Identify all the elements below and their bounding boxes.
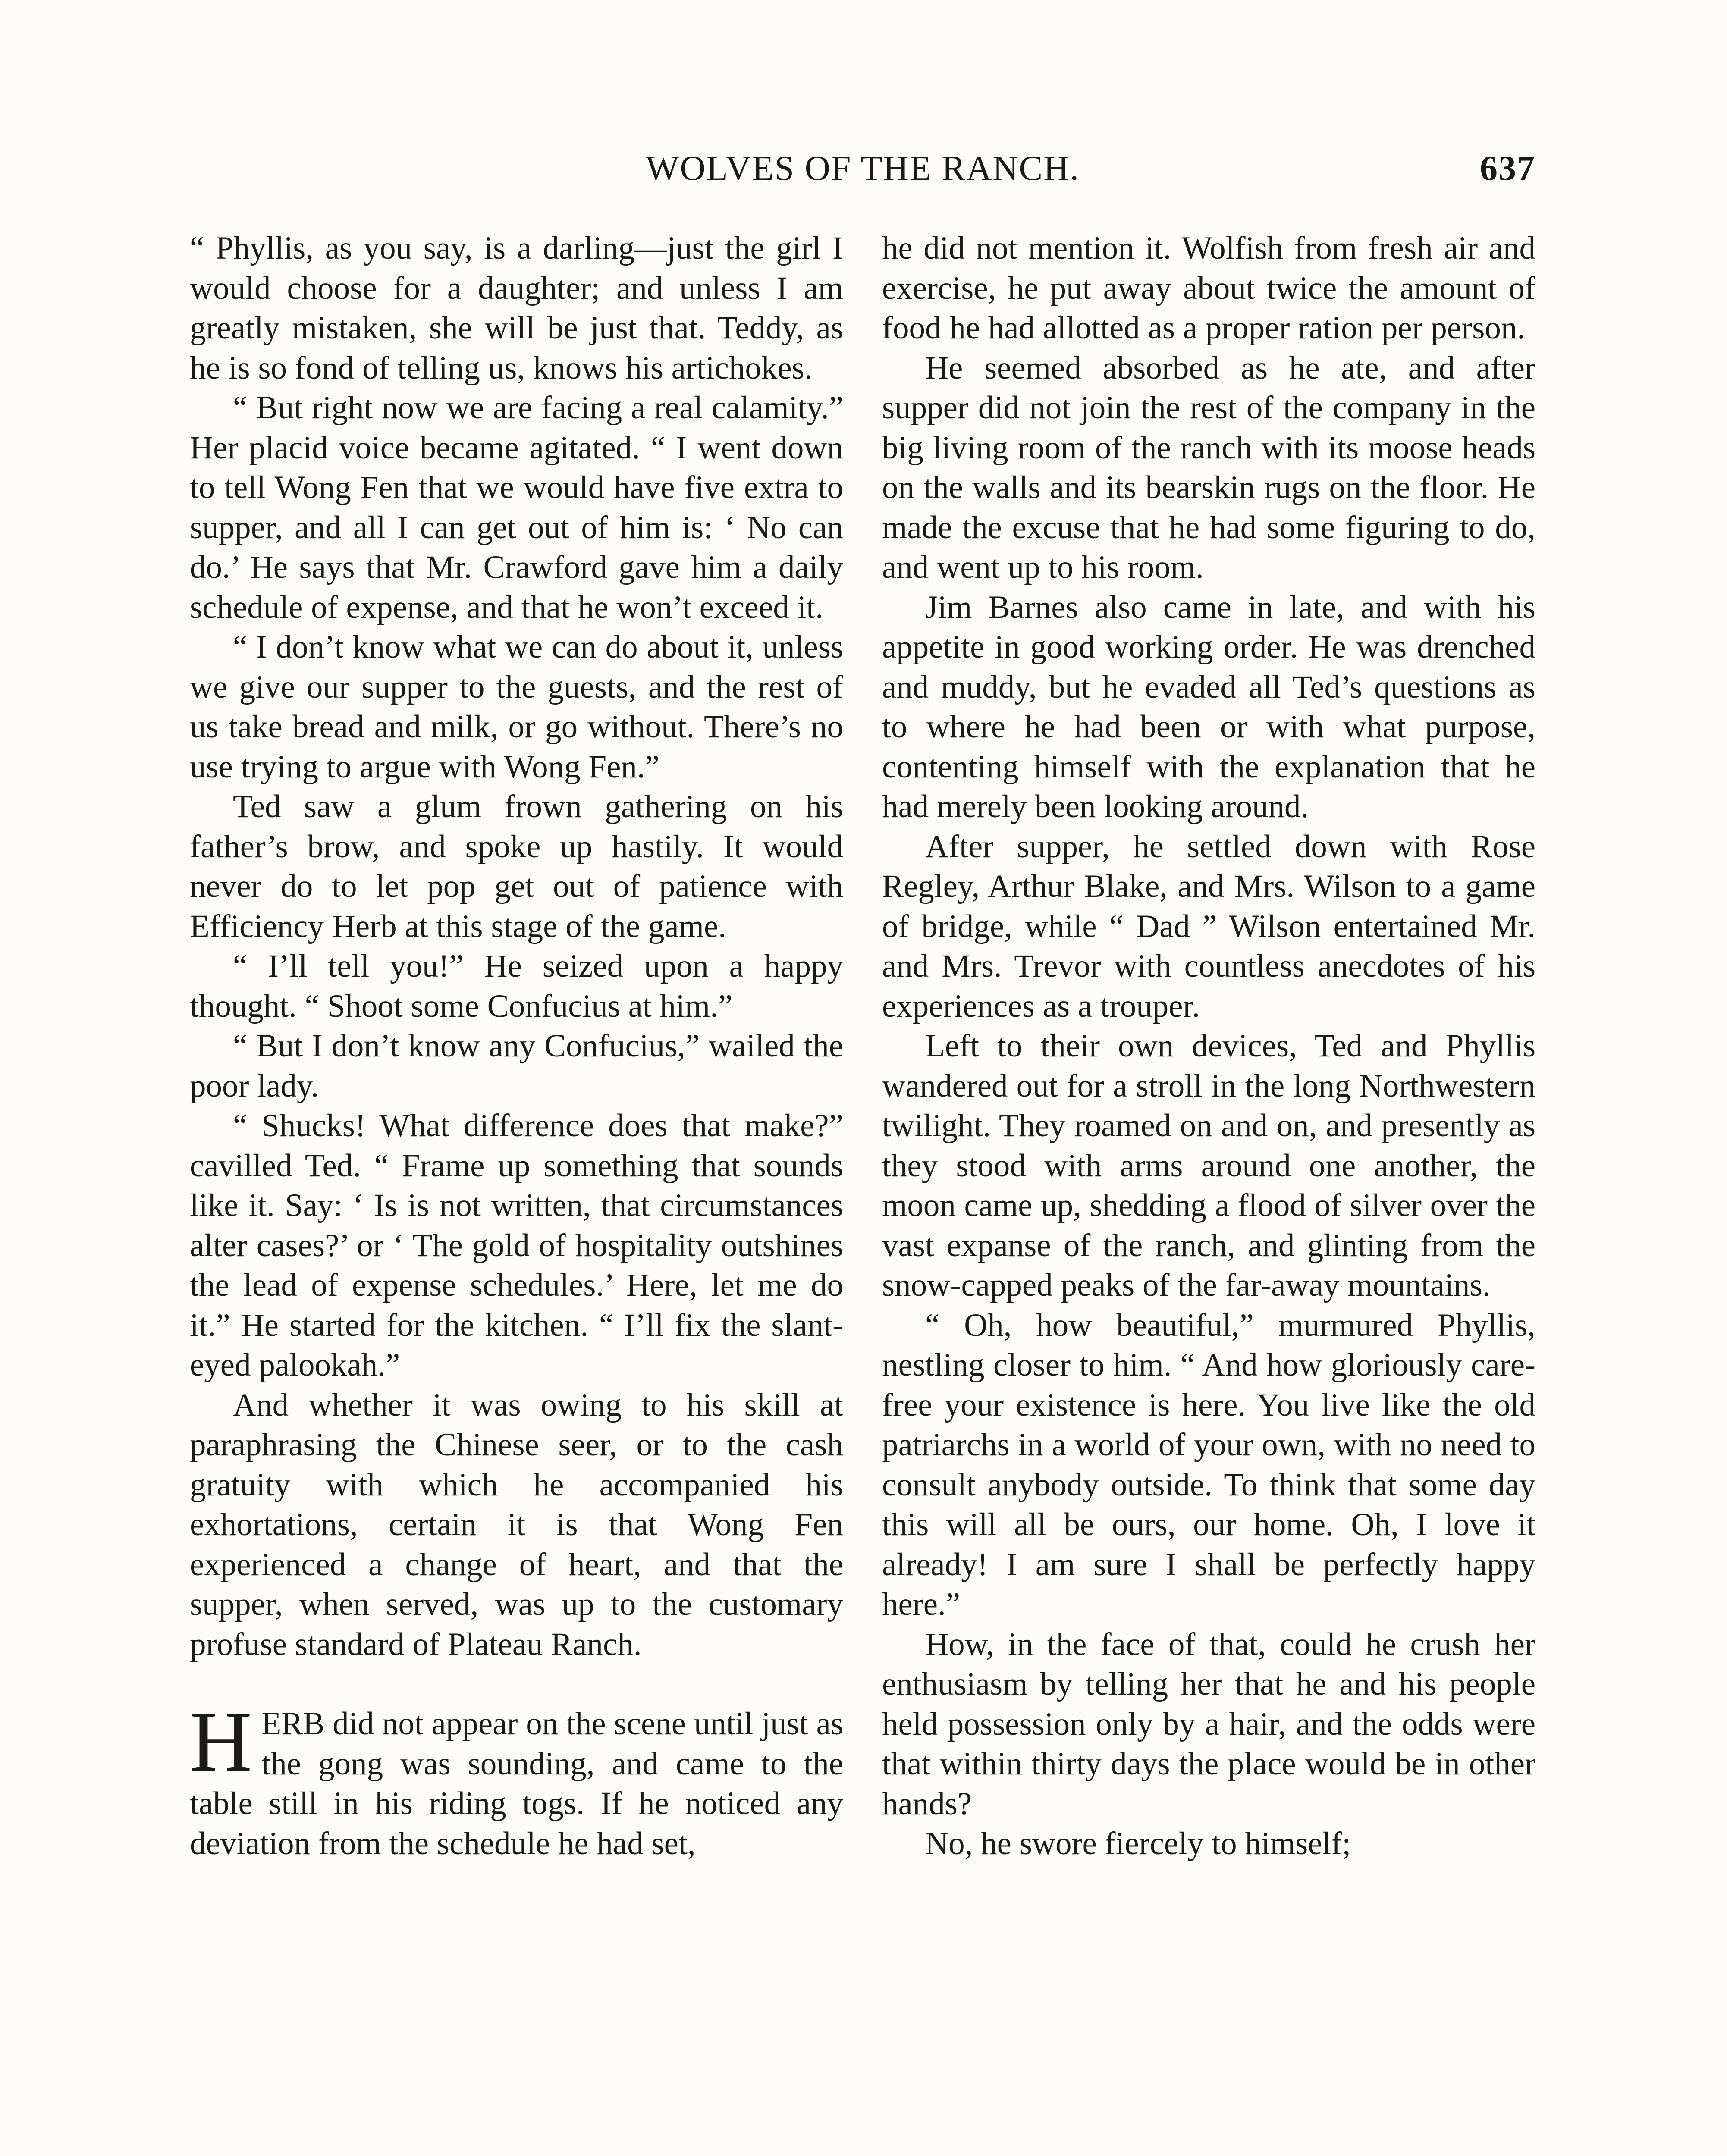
right-column [882, 229, 1535, 1864]
paragraph: “ Phyllis, as you say, is a darling—just the girl I would choose for a daughter; and unless I am greatly mistaken, she will be just that. Teddy, as he is so fond of telling us, knows his artichokes. [190, 230, 843, 386]
paragraph: “ I don’t know what we can do about it, unless we give our supper to the guests, and the rest of us take bread and milk, or go without. There’s no use trying to argue with Wong Fen.” [190, 629, 843, 785]
paragraph: No, he swore fiercely to himself; [925, 1826, 1351, 1861]
paragraph: he did not mention it. Wolfish from fresh air and exercise, he put away about twice the amount of food he had allotted as a proper ration per person. [882, 230, 1535, 346]
paragraph: He seemed absorbed as he ate, and after supper did not join the rest of the company in the big living room of the ranch with its moose heads on the walls and its bearskin rugs on the floor. He made the excuse that he had some figuring to do, and went up to his room. [882, 350, 1535, 585]
drop-cap: H [190, 1694, 252, 1789]
paragraph: Ted saw a glum frown gathering on his father’s brow, and spoke up hastily. It would never do to let pop get out of patience with Efficiency Herb at this stage of the game. [190, 789, 843, 944]
paragraph: After supper, he settled down with Rose Regley, Arthur Blake, and Mrs. Wilson to a game of bridge, while “ Dad ” Wilson entertained Mr. and Mrs. Trevor with countless anecdotes of his experiences as a trouper. [882, 828, 1535, 1024]
paragraph: And whether it was owing to his skill at paraphrasing the Chinese seer, or to the cash gratuity with which he accompanied his exhortations, certain it is that Wong Fen experienced a change of heart, and that the supper, when served, was up to the customary profuse standard of Plateau Ranch. [190, 1387, 843, 1662]
paragraph: Left to their own devices, Ted and Phyllis wandered out for a stroll in the long Northwestern twilight. They roamed on and on, and presently as they stood with arms around one another, the moon came up, shedding a flood of silver over the vast expanse of the ranch, and glinting from the snow-capped peaks of the far-away mountains. [882, 1028, 1535, 1303]
paragraph: Jim Barnes also came in late, and with his appetite in good working order. He was drenched and muddy, but he evaded all Ted’s questions as to where he had been or with what purpose, contenting himself with the explanation that he had merely been looking around. [882, 589, 1535, 824]
section-break [190, 1664, 843, 1704]
paragraph: How, in the face of that, could he crush her enthusiasm by telling her that he and his people held possession only by a hair, and the odds were that within thirty days the place would be in other hands? [882, 1626, 1535, 1822]
paragraph: “ Oh, how beautiful,” murmured Phyllis, nestling closer to him. “ And how gloriously care-free your existence is here. You live like the old patriarchs in a world of your own, with no need to consult anybody outside. To think that some day this will all be ours, our home. Oh, I love it already! I am sure I shall be perfectly happy here.” [882, 1307, 1535, 1622]
paragraph: “ But right now we are facing a real calamity.” Her placid voice became agitated. “ I went down to tell Wong Fen that we would have five extra to supper, and all I can get out of him is: ‘ No can do.’ He says that Mr. Crawford gave him a daily schedule of expense, and that he won’t exceed it. [190, 390, 843, 625]
paragraph: “ I’ll tell you!” He seized upon a happy thought. “ Shoot some Confucius at him.” [190, 948, 843, 1024]
section-paragraph [190, 1694, 843, 1864]
left-column [190, 229, 843, 1864]
section-paragraph-text: ERB did not appear on the scene until just as the gong was sounding, and came to the table still in his riding togs. If he noticed any deviation from the schedule he had set, [190, 1706, 843, 1861]
paragraph: “ But I don’t know any Confucius,” wailed the poor lady. [190, 1028, 843, 1104]
page-title: WOLVES OF THE RANCH. [646, 148, 1080, 188]
page-number: 637 [1480, 148, 1535, 188]
paragraph: “ Shucks! What difference does that make?” cavilled Ted. “ Frame up something that sounds like it. Say: ‘ Is is not written, that circumstances alter cases?’ or ‘ The gold of hospitality outshines the lead of expense schedules.’ Here, let me do it.” He started for the kitchen. “ I’ll fix the slant-eyed palookah.” [190, 1108, 843, 1383]
